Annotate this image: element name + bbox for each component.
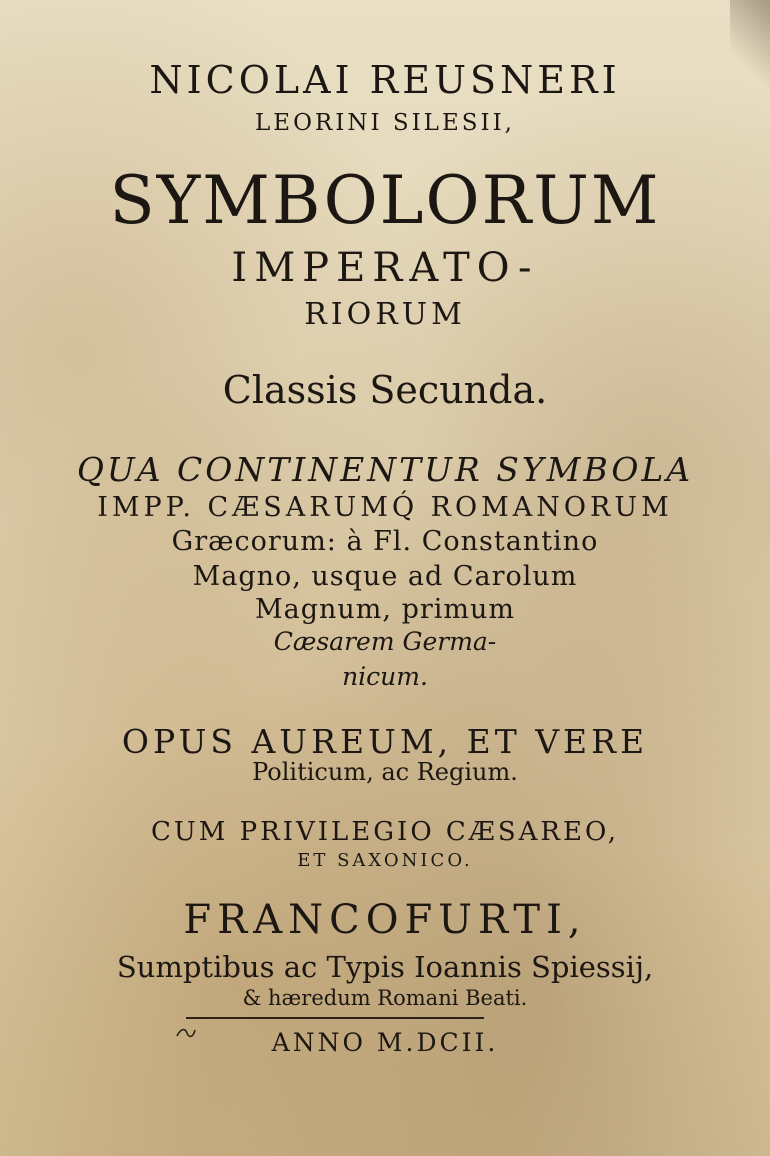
contents-line-3: Græcorum: à Fl. Constantino xyxy=(171,526,599,557)
title-line-2: IMPERATO- xyxy=(231,245,539,291)
title-line-3: RIORUM xyxy=(304,297,466,332)
classis-heading: Classis Secunda. xyxy=(222,368,548,412)
author-name: NICOLAI REUSNERI xyxy=(149,58,621,102)
author-origin: LEORINI SILESII, xyxy=(255,110,515,136)
printer-line-2: & hæredum Romani Beati. xyxy=(242,986,528,1010)
opus-line-1: OPUS AUREUM, ET VERE xyxy=(121,722,649,761)
contents-line-1: QUA CONTINENTUR SYMBOLA xyxy=(76,450,694,489)
contents-line-7: nicum. xyxy=(342,662,428,691)
contents-line-2: IMPP. CÆSARUMQ́ ROMANORUM xyxy=(97,492,673,523)
printer-line-1: Sumptibus ac Typis Ioannis Spiessij, xyxy=(116,950,654,984)
contents-line-4: Magno, usque ad Carolum xyxy=(192,561,578,592)
contents-line-6: Cæsarem Germa- xyxy=(273,627,497,656)
title-line-1: SYMBOLORUM xyxy=(109,162,661,239)
privilege-line-1: CUM PRIVILEGIO CÆSAREO, xyxy=(150,817,620,847)
opus-line-2: Politicum, ac Regium. xyxy=(252,758,518,786)
imprint-rule xyxy=(186,1017,484,1019)
imprint-date: ANNO M.DCII. xyxy=(271,1028,499,1057)
imprint-place: FRANCOFURTI, xyxy=(183,897,587,943)
contents-line-5: Magnum, primum xyxy=(255,594,515,625)
privilege-line-2: ET SAXONICO. xyxy=(297,850,473,871)
